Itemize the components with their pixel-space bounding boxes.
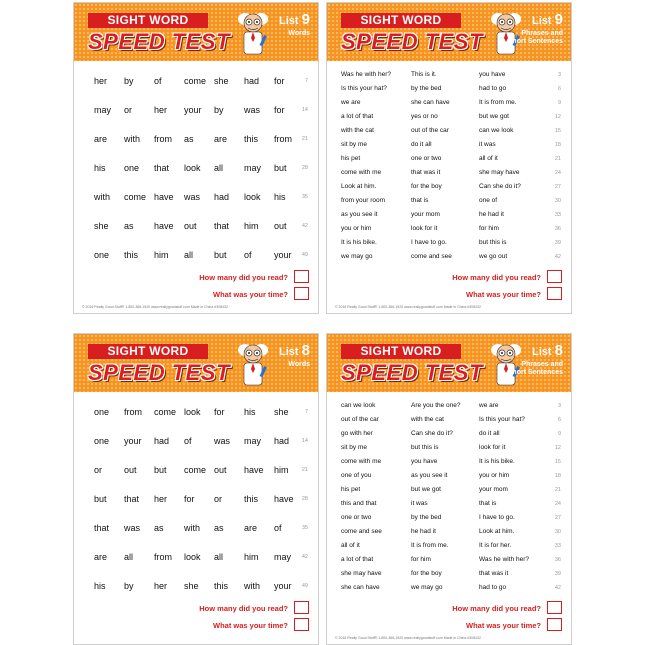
phrase: Is this your hat? xyxy=(479,416,525,423)
row-count: 21 xyxy=(301,136,308,142)
sight-word: by xyxy=(124,76,134,86)
sight-word: but xyxy=(154,465,167,475)
sight-word: look xyxy=(184,552,201,562)
phrase: come with me xyxy=(341,458,382,465)
sight-word: all xyxy=(214,552,224,562)
sight-word: have xyxy=(154,221,174,231)
sight-word: your xyxy=(274,581,292,591)
row-count: 9 xyxy=(557,100,561,106)
sight-word: for xyxy=(184,494,195,504)
sight-word: she xyxy=(184,581,199,591)
question-read: How many did you read? xyxy=(199,604,288,613)
row-count: 27 xyxy=(554,184,561,190)
sight-word: for xyxy=(274,76,285,86)
sight-word-label: SIGHT WORD xyxy=(88,344,208,359)
row-count: 39 xyxy=(554,571,561,577)
phrase: it was xyxy=(411,500,428,507)
sight-word: with xyxy=(244,581,261,591)
sight-word: that xyxy=(154,163,170,173)
phrase: but we got xyxy=(411,486,441,493)
phrase: do it all xyxy=(411,141,432,148)
phrase: your mom xyxy=(411,211,440,218)
sight-word: come xyxy=(124,192,147,202)
sight-word-label: SIGHT WORD xyxy=(341,344,461,359)
sight-word: have xyxy=(154,192,174,202)
phrase: one of xyxy=(479,197,498,204)
row-count: 21 xyxy=(554,487,561,493)
list-number: 9 xyxy=(301,11,310,28)
phrase: out of the car xyxy=(411,127,449,134)
sight-word: this xyxy=(244,494,259,504)
row-count: 33 xyxy=(554,543,561,549)
card-header xyxy=(74,3,318,61)
phrase: Is this your hat? xyxy=(341,85,387,92)
card-header xyxy=(327,334,571,392)
row-count: 49 xyxy=(301,583,308,589)
question-time: What was your time? xyxy=(465,290,541,299)
phrase: Are you the one? xyxy=(411,402,461,409)
sight-word: your xyxy=(274,250,292,260)
speed-test-card xyxy=(326,333,572,645)
row-count: 3 xyxy=(557,403,561,409)
phrase: had to go xyxy=(479,584,507,591)
speed-test-card xyxy=(326,2,572,314)
row-count: 28 xyxy=(301,165,308,171)
time-box[interactable] xyxy=(294,618,309,631)
sight-word: or xyxy=(124,105,133,115)
phrase: one or two xyxy=(411,155,442,162)
read-count-box[interactable] xyxy=(547,601,562,614)
phrase: your mom xyxy=(479,486,508,493)
phrase: he had it xyxy=(411,528,436,535)
phrase: had to go xyxy=(479,85,507,92)
sight-word: of xyxy=(244,250,252,260)
question-time: What was your time? xyxy=(212,621,288,630)
sight-word: of xyxy=(274,523,282,533)
sight-word: him xyxy=(274,465,289,475)
sight-word: for xyxy=(214,407,225,417)
sight-word: from xyxy=(274,134,292,144)
sight-word: one xyxy=(94,436,110,446)
phrase: we are xyxy=(341,99,361,106)
phrase: one or two xyxy=(341,514,372,521)
speed-test-title: SPEED TEST xyxy=(341,29,483,54)
phrase: with the cat xyxy=(341,127,374,134)
sight-word: from xyxy=(154,552,172,562)
sight-word: your xyxy=(184,105,202,115)
list-label xyxy=(279,342,310,359)
row-count: 42 xyxy=(301,223,308,229)
footer-text: © 2016 Really Good Stuff® 1-800-366-1920 www.reallygoodstuff.com Made in China #308432 xyxy=(82,305,228,309)
list-number: 8 xyxy=(554,342,563,359)
sight-word: her xyxy=(94,76,108,86)
sight-word: out xyxy=(214,465,227,475)
sight-word: come xyxy=(154,407,177,417)
phrase: as you see it xyxy=(411,472,448,479)
sight-word: or xyxy=(214,494,223,504)
sight-word: are xyxy=(94,552,108,562)
question-read: How many did you read? xyxy=(452,273,541,282)
sight-word: with xyxy=(124,134,141,144)
phrase: she may have xyxy=(479,169,520,176)
read-count-box[interactable] xyxy=(294,270,309,283)
sight-word: may xyxy=(274,552,292,562)
phrase: you have xyxy=(411,458,438,465)
phrase: for him xyxy=(411,556,431,563)
phrase: go with her xyxy=(341,430,373,437)
phrase: that was it xyxy=(411,169,441,176)
sight-word: your xyxy=(124,436,142,446)
sight-word: as xyxy=(184,134,194,144)
phrase: but this is xyxy=(411,444,439,451)
speed-test-title: SPEED TEST xyxy=(88,360,230,385)
sight-word: his xyxy=(94,163,106,173)
sight-word: may xyxy=(244,436,262,446)
sight-word: this xyxy=(214,581,229,591)
phrase: can we look xyxy=(341,402,376,409)
sight-word: or xyxy=(94,465,103,475)
time-box[interactable] xyxy=(294,287,309,300)
phrase: yes or no xyxy=(411,113,438,120)
row-count: 9 xyxy=(557,431,561,437)
list-number: 9 xyxy=(554,11,563,28)
phrase: but this is xyxy=(479,239,507,246)
sight-word: his xyxy=(244,407,256,417)
phrase: Was he with her? xyxy=(479,556,529,563)
footer-text: © 2016 Really Good Stuff® 1-800-366-1920 www.reallygoodstuff.com Made in China #308432 xyxy=(335,305,481,309)
row-count: 35 xyxy=(301,194,308,200)
sight-word: his xyxy=(274,192,286,202)
sight-word: as xyxy=(124,221,134,231)
sight-word: look xyxy=(244,192,261,202)
question-read: How many did you read? xyxy=(199,273,288,282)
footer-text: © 2016 Really Good Stuff® 1-800-366-1920 www.reallygoodstuff.com Made in China #308432 xyxy=(335,636,481,640)
row-count: 7 xyxy=(304,78,308,84)
phrase: for the boy xyxy=(411,183,442,190)
list-text: List xyxy=(279,346,299,358)
time-box[interactable] xyxy=(547,287,562,300)
phrase: that is xyxy=(411,197,429,204)
phrase: I have to go. xyxy=(479,514,515,521)
sight-word: her xyxy=(154,105,168,115)
phrase: come with me xyxy=(341,169,382,176)
phrase: Was he with her? xyxy=(341,71,391,78)
row-count: 6 xyxy=(557,417,561,423)
phrase: you or him xyxy=(479,472,510,479)
row-count: 21 xyxy=(554,156,561,162)
phrase: come and see xyxy=(411,253,452,260)
sight-word: out xyxy=(124,465,137,475)
sight-word: but xyxy=(214,250,227,260)
list-label xyxy=(279,11,310,28)
row-count: 30 xyxy=(554,198,561,204)
sight-word: look xyxy=(184,407,201,417)
phrase: she can have xyxy=(411,99,450,106)
phrase: his pet xyxy=(341,155,361,162)
phrase: that is xyxy=(479,500,497,507)
sight-word: one xyxy=(124,163,140,173)
sight-word: had xyxy=(214,192,230,202)
sight-word: this xyxy=(124,250,139,260)
phrase: sit by me xyxy=(341,444,368,451)
sight-word: one xyxy=(94,250,110,260)
row-count: 6 xyxy=(557,86,561,92)
sight-word: was xyxy=(244,105,261,115)
sight-word: that xyxy=(124,494,140,504)
list-text: List xyxy=(532,15,552,27)
speed-test-card xyxy=(73,2,319,314)
phrase: out of the car xyxy=(341,416,379,423)
phrase: look for it xyxy=(411,225,438,232)
phrase: look for it xyxy=(479,444,506,451)
row-count: 18 xyxy=(554,473,561,479)
question-time: What was your time? xyxy=(212,290,288,299)
phrase: that was it xyxy=(479,570,509,577)
row-count: 42 xyxy=(301,554,308,560)
sight-word: her xyxy=(154,494,168,504)
phrase: all of it xyxy=(341,542,360,549)
sight-word: out xyxy=(274,221,287,231)
row-count: 28 xyxy=(301,496,308,502)
phrase: a lot of that xyxy=(341,113,374,120)
sight-word: from xyxy=(154,134,172,144)
card-header xyxy=(327,3,571,61)
sight-word: that xyxy=(94,523,110,533)
sight-word: one xyxy=(94,407,110,417)
sight-word: she xyxy=(274,407,289,417)
sight-word: look xyxy=(184,163,201,173)
sight-word-label: SIGHT WORD xyxy=(341,13,461,28)
row-count: 36 xyxy=(554,557,561,563)
sight-word: she xyxy=(94,221,109,231)
row-count: 15 xyxy=(554,459,561,465)
row-count: 7 xyxy=(304,409,308,415)
sight-word: all xyxy=(214,163,224,173)
question-time: What was your time? xyxy=(465,621,541,630)
question-read: How many did you read? xyxy=(452,604,541,613)
phrase: one of you xyxy=(341,472,372,479)
sight-word: her xyxy=(154,581,168,591)
sight-word: all xyxy=(124,552,134,562)
time-box[interactable] xyxy=(547,618,562,631)
sight-word: but xyxy=(274,163,287,173)
phrase: all of it xyxy=(479,155,498,162)
phrase: come and see xyxy=(341,528,382,535)
phrase: we may go xyxy=(341,253,373,260)
sight-word: as xyxy=(214,523,224,533)
phrase: It is from me. xyxy=(479,99,517,106)
sight-word: as xyxy=(154,523,164,533)
sight-word: come xyxy=(184,465,207,475)
phrase: It is his bike. xyxy=(479,458,515,465)
row-count: 42 xyxy=(554,585,561,591)
sight-word: by xyxy=(124,581,134,591)
phrase: a lot of that xyxy=(341,556,374,563)
row-count: 39 xyxy=(554,240,561,246)
phrase: with the cat xyxy=(411,416,444,423)
row-count: 42 xyxy=(554,254,561,260)
row-count: 30 xyxy=(554,529,561,535)
sight-word: are xyxy=(244,523,258,533)
row-count: 3 xyxy=(557,72,561,78)
phrase: we are xyxy=(479,402,499,409)
phrase: It is for her. xyxy=(479,542,512,549)
sight-word: with xyxy=(94,192,111,202)
phrase: this and that xyxy=(341,500,377,507)
sight-word: have xyxy=(274,494,294,504)
phrase: for the boy xyxy=(411,570,442,577)
row-count: 14 xyxy=(301,107,308,113)
sight-word: that xyxy=(214,221,230,231)
row-count: 33 xyxy=(554,212,561,218)
sight-word: out xyxy=(184,221,197,231)
phrase: sit by me xyxy=(341,141,368,148)
phrase: by the bed xyxy=(411,514,442,521)
row-count: 49 xyxy=(301,252,308,258)
list-text: List xyxy=(532,346,552,358)
sight-word: with xyxy=(184,523,201,533)
sight-word: him xyxy=(244,552,259,562)
list-number: 8 xyxy=(301,342,310,359)
row-count: 15 xyxy=(554,128,561,134)
phrase: from your room xyxy=(341,197,386,204)
list-type: Words xyxy=(288,361,310,368)
sight-word: this xyxy=(244,134,259,144)
phrase: This is it. xyxy=(411,71,437,78)
phrase: we go out xyxy=(479,253,508,260)
row-count: 35 xyxy=(301,525,308,531)
phrase: you or him xyxy=(341,225,372,232)
phrase: but we got xyxy=(479,113,509,120)
phrase: it was xyxy=(479,141,496,148)
list-label xyxy=(532,342,563,359)
sight-word: had xyxy=(154,436,170,446)
phrase: Look at him. xyxy=(341,183,377,190)
phrase: she can have xyxy=(341,584,380,591)
phrase: we may go xyxy=(411,584,443,591)
speed-test-title: SPEED TEST xyxy=(88,29,230,54)
sight-word: was xyxy=(214,436,231,446)
sight-word: by xyxy=(214,105,224,115)
phrase: It is his bike. xyxy=(341,239,377,246)
row-count: 12 xyxy=(554,114,561,120)
sight-word: are xyxy=(94,134,108,144)
list-text: List xyxy=(279,15,299,27)
sight-word: may xyxy=(244,163,262,173)
read-count-box[interactable] xyxy=(547,270,562,283)
row-count: 14 xyxy=(301,438,308,444)
row-count: 24 xyxy=(554,501,561,507)
phrase: he had it xyxy=(479,211,504,218)
phrase: for him xyxy=(479,225,499,232)
sight-word: come xyxy=(184,76,207,86)
read-count-box[interactable] xyxy=(294,601,309,614)
sight-word: his xyxy=(94,581,106,591)
sight-word: of xyxy=(154,76,162,86)
sight-word-label: SIGHT WORD xyxy=(88,13,208,28)
sight-word: may xyxy=(94,105,112,115)
list-type: Phrases and Short Sentences xyxy=(507,361,563,376)
speed-test-card xyxy=(73,333,319,645)
list-label xyxy=(532,11,563,28)
phrase: you have xyxy=(479,71,506,78)
row-count: 36 xyxy=(554,226,561,232)
phrase: Can she do it? xyxy=(479,183,521,190)
phrase: as you see it xyxy=(341,211,378,218)
list-type: Phrases and Short Sentences xyxy=(507,30,563,45)
row-count: 27 xyxy=(554,515,561,521)
phrase: can we look xyxy=(479,127,514,134)
sight-word: for xyxy=(274,105,285,115)
phrase: his pet xyxy=(341,486,361,493)
row-count: 12 xyxy=(554,445,561,451)
sight-word: from xyxy=(124,407,142,417)
phrase: do it all xyxy=(479,430,500,437)
sight-word: had xyxy=(274,436,290,446)
row-count: 21 xyxy=(301,467,308,473)
card-header xyxy=(74,334,318,392)
row-count: 18 xyxy=(554,142,561,148)
list-type: Words xyxy=(288,30,310,37)
sight-word: all xyxy=(184,250,194,260)
sight-word: she xyxy=(214,76,229,86)
sight-word: of xyxy=(184,436,192,446)
phrase: she may have xyxy=(341,570,382,577)
sight-word: was xyxy=(124,523,141,533)
sight-word: have xyxy=(244,465,264,475)
sight-word: was xyxy=(184,192,201,202)
phrase: Can she do it? xyxy=(411,430,453,437)
sight-word: are xyxy=(214,134,228,144)
speed-test-title: SPEED TEST xyxy=(341,360,483,385)
phrase: by the bed xyxy=(411,85,442,92)
row-count: 24 xyxy=(554,170,561,176)
sight-word: had xyxy=(244,76,260,86)
phrase: Look at him. xyxy=(479,528,515,535)
phrase: I have to go. xyxy=(411,239,447,246)
sight-word: but xyxy=(94,494,107,504)
phrase: It is from me. xyxy=(411,542,449,549)
sight-word: him xyxy=(244,221,259,231)
sight-word: him xyxy=(154,250,169,260)
